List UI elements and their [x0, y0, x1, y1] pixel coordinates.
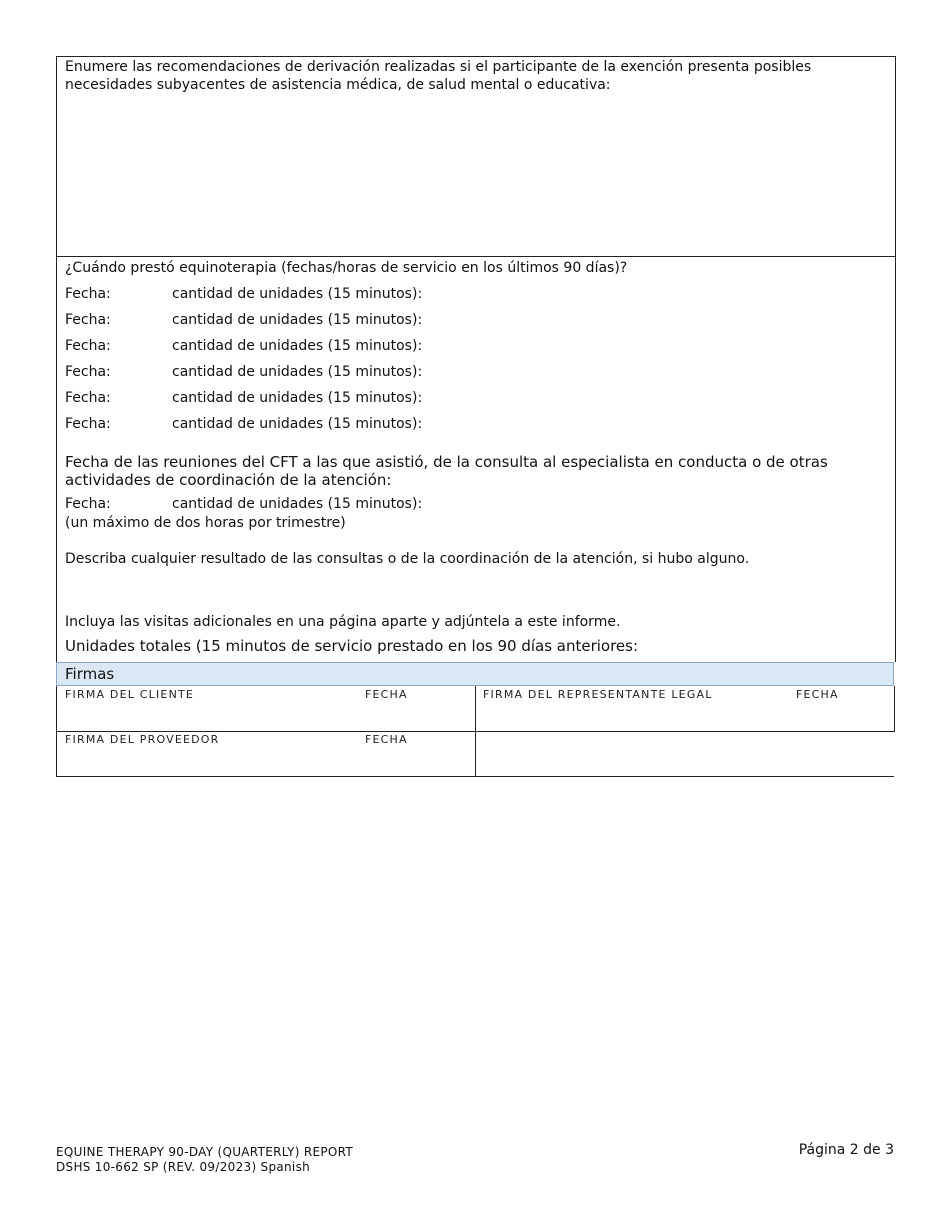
date-label: Fecha: [65, 286, 111, 302]
units-label: cantidad de unidades (15 minutos): [172, 338, 423, 354]
service-row[interactable] [65, 416, 422, 432]
date-label: Fecha: [65, 496, 111, 512]
service-section [56, 256, 896, 662]
date-label: Fecha: [65, 390, 111, 406]
units-label: cantidad de unidades (15 minutos): [172, 496, 423, 512]
signatures-heading: Firmas [56, 662, 894, 686]
total-units-label[interactable]: Unidades totales (15 minutos de servicio prestado en los 90 días anteriores: [65, 637, 639, 655]
date-label: Fecha: [65, 364, 111, 380]
outcome-prompt[interactable]: Describa cualquier resultado de las consultas o de la coordinación de la atención, si hubo alguno. [65, 551, 750, 567]
date-label: Fecha: [65, 312, 111, 328]
service-row[interactable] [65, 338, 422, 354]
referral-section[interactable] [56, 56, 896, 257]
units-label: cantidad de unidades (15 minutos): [172, 416, 423, 432]
cft-note: (un máximo de dos horas por trimestre) [65, 515, 346, 531]
service-row[interactable] [65, 364, 422, 380]
service-row[interactable] [65, 286, 422, 302]
units-label: cantidad de unidades (15 minutos): [172, 364, 423, 380]
service-question: ¿Cuándo prestó equinoterapia (fechas/horas de servicio en los últimos 90 días)? [65, 260, 628, 276]
legal-rep-date-label: FECHA [796, 688, 839, 701]
legal-rep-signature-field[interactable] [475, 686, 895, 732]
provider-signature-label: FIRMA DEL PROVEEDOR [65, 733, 220, 746]
referral-prompt: Enumere las recomendaciones de derivación realizadas si el participante de la exención presenta posibles necesidades subyacentes de asistencia médica, de salud mental o educativa: [65, 59, 812, 93]
form-title: EQUINE THERAPY 90-DAY (QUARTERLY) REPORT [56, 1145, 354, 1159]
client-signature-field[interactable] [56, 686, 476, 732]
client-date-label: FECHA [365, 688, 408, 701]
units-label: cantidad de unidades (15 minutos): [172, 312, 423, 328]
provider-date-label: FECHA [365, 733, 408, 746]
page-number: Página 2 de 3 [798, 1142, 894, 1158]
form-footer [56, 1145, 353, 1175]
cft-row[interactable] [65, 496, 422, 512]
date-label: Fecha: [65, 416, 111, 432]
cft-heading: Fecha de las reuniones del CFT a las que asistió, de la consulta al especialista en conducta o de otras actividades de coordinación de la atención: [65, 453, 828, 489]
date-label: Fecha: [65, 338, 111, 354]
legal-rep-signature-label: FIRMA DEL REPRESENTANTE LEGAL [483, 688, 713, 701]
form-number: DSHS 10-662 SP (REV. 09/2023) Spanish [56, 1160, 311, 1174]
empty-signature-cell [475, 731, 894, 777]
service-row[interactable] [65, 312, 422, 328]
attach-note: Incluya las visitas adicionales en una página aparte y adjúntela a este informe. [65, 614, 621, 630]
units-label: cantidad de unidades (15 minutos): [172, 286, 423, 302]
units-label: cantidad de unidades (15 minutos): [172, 390, 423, 406]
service-row[interactable] [65, 390, 422, 406]
client-signature-label: FIRMA DEL CLIENTE [65, 688, 195, 701]
provider-signature-field[interactable] [56, 731, 476, 777]
